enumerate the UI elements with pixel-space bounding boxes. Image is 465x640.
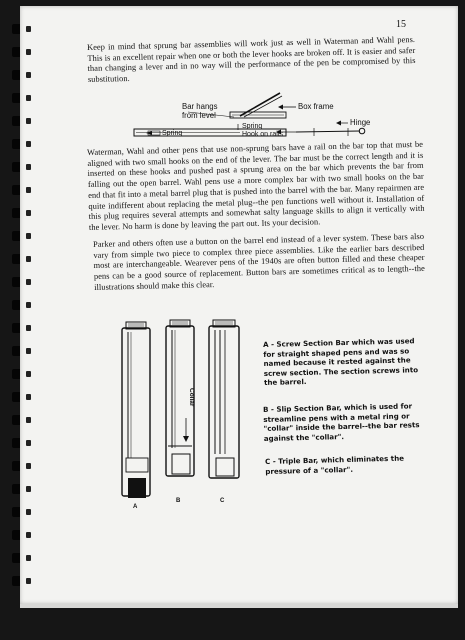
punch-hole <box>26 348 31 354</box>
caption-triple-bar: C - Triple Bar, which eliminates the pressure of a "collar". <box>265 453 405 476</box>
paragraph-button-bars: Parker and others often use a button on the barrel end instead of a lever system. These bars also vary from simple two piece to complex three piece assemblies. Like the earlier bars described most are interchangeable. Wearever pens of the 1940s are often button filled and these cheaper pens can be a good source of replacement. Button bars are sometimes critical as to length--the illustrations should make this clear. <box>93 231 425 292</box>
page-under-edge <box>20 604 458 608</box>
label-bar-hangs: Bar hangs <box>182 102 218 111</box>
punch-hole <box>26 578 31 584</box>
pen-bar-types-diagram <box>112 318 250 518</box>
hinge-pin <box>359 128 365 134</box>
lever-bar-diagram <box>130 88 370 148</box>
barrel-a-button-box <box>126 458 148 472</box>
lever-arm <box>240 93 280 116</box>
label-collar: Collar <box>188 388 195 407</box>
punch-hole <box>26 417 31 423</box>
punch-hole <box>26 302 31 308</box>
caption-slip-section-bar: B - Slip Section Bar, which is used for streamline pens with a metal ring or "collar" inside the barrel--the bar rests against the "collar". <box>263 401 420 443</box>
punch-hole <box>26 371 31 377</box>
label-c: C <box>220 498 225 504</box>
punch-hole <box>26 394 31 400</box>
punch-hole <box>26 256 31 262</box>
barrel-b-button <box>172 454 190 474</box>
barrel-c-outline <box>209 326 239 478</box>
punch-hole <box>26 440 31 446</box>
hinge-rod <box>296 131 360 132</box>
label-spring: Spring <box>242 123 263 130</box>
label-box-frame: Box frame <box>298 102 334 111</box>
barrel-c <box>209 320 239 478</box>
box-frame-arrowhead <box>278 105 283 110</box>
punch-hole <box>26 279 31 285</box>
label-a: A <box>133 504 138 510</box>
punch-hole <box>26 118 31 124</box>
punch-hole <box>26 164 31 170</box>
barrel-a <box>122 322 150 498</box>
punch-hole <box>26 555 31 561</box>
punch-hole <box>26 532 31 538</box>
punch-hole <box>26 26 31 32</box>
punch-hole <box>26 72 31 78</box>
page-number: 15 <box>396 19 406 30</box>
punch-hole <box>26 509 31 515</box>
spring-arrowhead <box>146 131 152 135</box>
punch-hole <box>26 141 31 147</box>
label-spring-inner: Spring <box>162 130 183 137</box>
punch-hole <box>26 187 31 193</box>
barrel-a-button <box>128 478 146 498</box>
label-b: B <box>176 498 181 504</box>
lever-bar-drawing <box>130 88 370 148</box>
caption-screw-section-bar: A - Screw Section Bar which was used for straight shaped pens and was so named because it rested against the screw section. The section screws into the barrel. <box>263 336 419 388</box>
punch-hole <box>26 463 31 469</box>
punch-hole <box>26 233 31 239</box>
paragraph-sprung-bars: Keep in mind that sprung bar assemblies will work just as well in Waterman and Wahl pens. This is an excellent repair when one or both the lever hooks are broken off. It is easier and safer than changing a lever and in no way will the performance of the pen be compromised by this substitution. <box>87 34 416 85</box>
collar-arrowhead <box>183 436 189 442</box>
label-hinge: Hinge <box>350 118 371 127</box>
hinge-arrowhead <box>336 121 341 126</box>
punch-hole <box>26 325 31 331</box>
punch-hole <box>26 49 31 55</box>
lever-arm-edge <box>244 96 282 117</box>
punch-hole <box>26 95 31 101</box>
label-hook-on-rails: Hook on rails <box>242 131 283 138</box>
paragraph-non-sprung-bars: Waterman, Wahl and other pens that use non-sprung bars have a rail on the bar top that must be aligned with two small hooks on the end of the lever. The bar must be the correct length and it is inserted on these hooks and pushed past a sprung area on the bar which prevents the bar from falling out the open barrel. Wahl pens use a more complex bar with two small hooks on the bar end that fit into a metal barrel plug that is pushed into the barrel with the bar. Many repairmen are quite indifferent about replacing the metal plug--the pen functions well without it. Installation of this plug requires several attempts and somewhat salty language skills to align it vertically with the lever. No harm is done by leaving the part out. Its your decision. <box>87 139 425 232</box>
barrel-c-button <box>216 458 234 476</box>
punch-hole <box>26 210 31 216</box>
label-from-level: from level <box>182 111 216 120</box>
punch-hole <box>26 486 31 492</box>
